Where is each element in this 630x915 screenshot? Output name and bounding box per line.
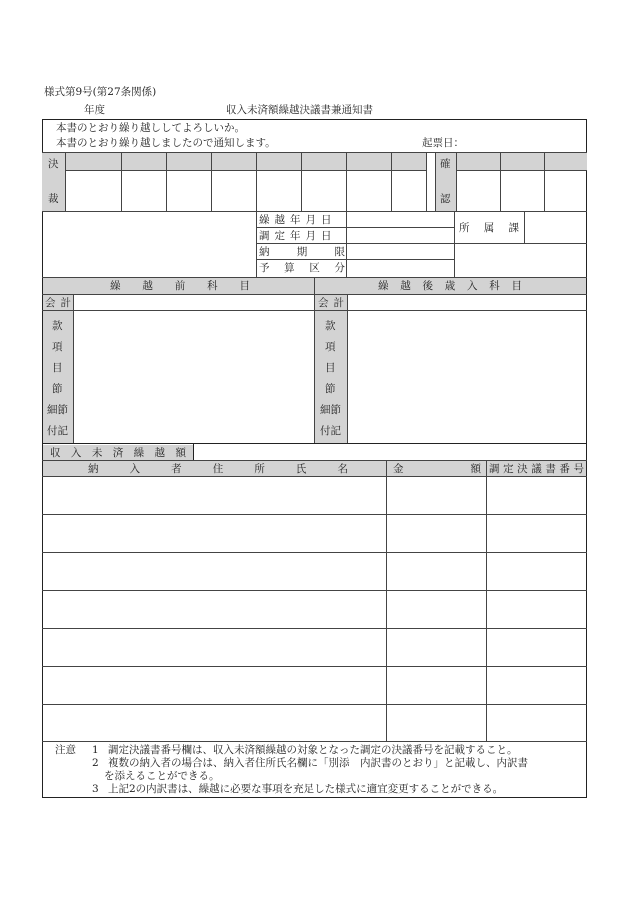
department-label: 所 属 課 <box>459 222 519 234</box>
intro-line-notification: 本書のとおり繰り越しましたので通知します。 <box>56 137 276 149</box>
before-item-moku: 目 <box>52 362 63 374</box>
carry-amount-label: 収 入 未 済 繰 越 額 <box>50 447 186 459</box>
table-row <box>42 628 587 629</box>
before-item-saisetsu: 細節 <box>47 404 68 416</box>
after-item-saisetsu: 細節 <box>320 404 341 416</box>
before-item-setsu: 節 <box>52 383 63 395</box>
budget-category-label: 予 算 区 分 <box>259 262 345 274</box>
decision-char-2: 裁 <box>48 193 59 205</box>
before-account-label: 会 計 <box>45 297 71 309</box>
before-subject-header: 繰 越 前 科 目 <box>110 280 250 292</box>
amount-column-header: 金 額 <box>393 463 481 475</box>
note-1-number: 1 <box>92 744 99 756</box>
table-row <box>42 666 587 667</box>
note-3-text: 上記2の内訳書は、繰越に必要な事項を充足した様式に適宜変更することができる。 <box>108 783 504 795</box>
after-item-moku: 目 <box>325 362 336 374</box>
payer-name-column-header: 納 入 者 住 所 氏 名 <box>88 463 348 475</box>
after-item-kan: 款 <box>325 320 336 332</box>
note-2-number: 2 <box>92 757 99 769</box>
note-1-text: 調定決議書番号欄は、収入未済額繰越の対象となった調定の決議番号を記載すること。 <box>108 744 518 756</box>
due-date-label: 納 期 限 <box>259 246 345 258</box>
before-item-fuki: 付記 <box>47 425 68 437</box>
confirm-char-1: 確 <box>440 158 451 170</box>
form-number: 様式第9号(第27条関係) <box>44 86 157 98</box>
confirm-char-2: 認 <box>440 193 451 205</box>
after-subject-header: 繰 越 後 歳 入 科 目 <box>378 280 522 292</box>
table-row <box>42 704 587 705</box>
before-item-kou: 項 <box>52 341 63 353</box>
after-item-setsu: 節 <box>325 383 336 395</box>
before-item-kan: 款 <box>52 320 63 332</box>
note-2-continuation: を添えることができる。 <box>104 770 220 782</box>
table-row <box>42 514 587 515</box>
form-title: 収入未済額繰越決議書兼通知書 <box>226 104 373 116</box>
after-account-label: 会 計 <box>318 297 344 309</box>
after-item-fuki: 付記 <box>320 425 341 437</box>
note-2-text: 複数の納入者の場合は、納入者住所氏名欄に「別添 内訳書のとおり」と記載し、内訳書 <box>108 757 528 769</box>
assessment-number-column-header: 調 定 決 議 書 番 号 <box>489 463 584 475</box>
issue-date-label: 起票日： <box>422 137 464 149</box>
carry-date-label: 繰越年月日 <box>259 214 337 226</box>
table-row <box>42 552 587 553</box>
after-item-kou: 項 <box>325 341 336 353</box>
table-row <box>42 590 587 591</box>
intro-line-approval: 本書のとおり繰り越ししてよろしいか。 <box>56 122 245 134</box>
assessment-date-label: 調定年月日 <box>259 230 337 242</box>
decision-char-1: 決 <box>48 158 59 170</box>
note-3-number: 3 <box>92 783 99 795</box>
notes-heading: 注意 <box>55 744 76 756</box>
fiscal-year-label: 年度 <box>84 104 105 116</box>
